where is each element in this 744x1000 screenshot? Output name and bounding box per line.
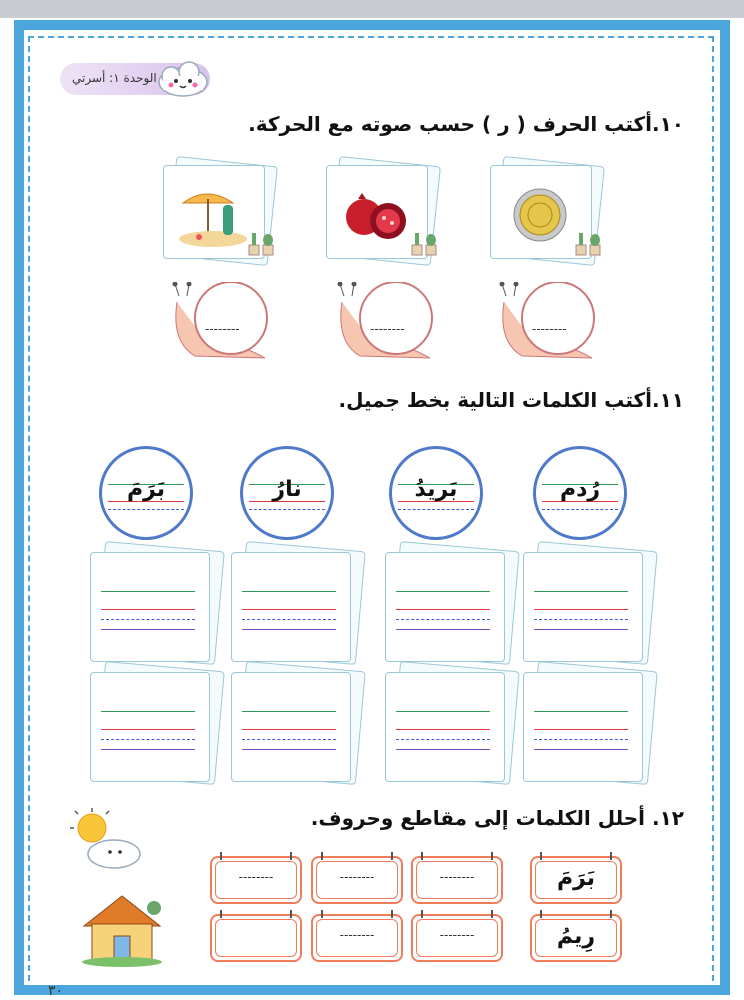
question-12-title: ١٢. أحلل الكلمات إلى مقاطع وحروف. <box>310 806 684 830</box>
answer-blank: -------- <box>205 322 240 336</box>
answer-blank: -------- <box>439 870 475 884</box>
cloud-face-icon <box>155 60 211 100</box>
cactus-icon <box>247 231 277 257</box>
model-word: نارُ <box>272 477 302 502</box>
writing-box[interactable] <box>523 552 651 662</box>
cactus-icon <box>410 231 440 257</box>
writing-box[interactable] <box>523 672 651 782</box>
writing-box[interactable] <box>90 672 218 782</box>
answer-blank: -------- <box>532 322 567 336</box>
writing-box[interactable] <box>231 672 359 782</box>
model-word: بَرَمَ <box>126 477 166 502</box>
model-word: بَريدُ <box>414 477 458 502</box>
question-10-title: ١٠.أكتب الحرف ( ر ) حسب صوته مع الحركة. <box>248 112 684 136</box>
answer-blank: -------- <box>370 322 405 336</box>
answer-tag[interactable] <box>210 914 302 962</box>
top-bar <box>0 0 744 18</box>
analyze-word: رِيمُ <box>556 924 596 949</box>
answer-tag[interactable] <box>311 914 403 962</box>
pomegranate-icon <box>344 191 410 243</box>
answer-blank: -------- <box>339 928 375 942</box>
picture-card-pomegranate <box>326 165 436 260</box>
snail-answer-1[interactable] <box>165 282 275 362</box>
writing-box[interactable] <box>231 552 359 662</box>
model-word: رُدم <box>559 477 601 502</box>
word-tag <box>530 914 622 962</box>
writing-box[interactable] <box>90 552 218 662</box>
house-icon <box>76 892 166 968</box>
answer-tag[interactable] <box>311 856 403 904</box>
beach-icon <box>177 185 251 249</box>
word-circle-1 <box>533 446 627 540</box>
unit-label-text: الوحدة ١: أسرتي <box>72 71 157 85</box>
sun-cloud-icon <box>66 806 144 872</box>
snail-answer-2[interactable] <box>330 282 440 362</box>
word-circle-2 <box>389 446 483 540</box>
answer-blank: -------- <box>339 870 375 884</box>
writing-box[interactable] <box>385 672 513 782</box>
page-number: ٣٠ <box>48 983 64 999</box>
coin-icon <box>512 187 568 243</box>
picture-card-coin <box>490 165 600 260</box>
answer-tag[interactable] <box>411 914 503 962</box>
cactus-icon <box>574 231 604 257</box>
writing-box[interactable] <box>385 552 513 662</box>
word-tag <box>530 856 622 904</box>
word-circle-4 <box>99 446 193 540</box>
answer-blank: -------- <box>238 870 274 884</box>
word-circle-3 <box>240 446 334 540</box>
analyze-word: بَرَمَ <box>556 866 596 891</box>
picture-card-beach <box>163 165 273 260</box>
answer-tag[interactable] <box>210 856 302 904</box>
answer-blank: -------- <box>439 928 475 942</box>
answer-tag[interactable] <box>411 856 503 904</box>
question-11-title: ١١.أكتب الكلمات التالية بخط جميل. <box>338 388 684 412</box>
snail-answer-3[interactable] <box>492 282 602 362</box>
